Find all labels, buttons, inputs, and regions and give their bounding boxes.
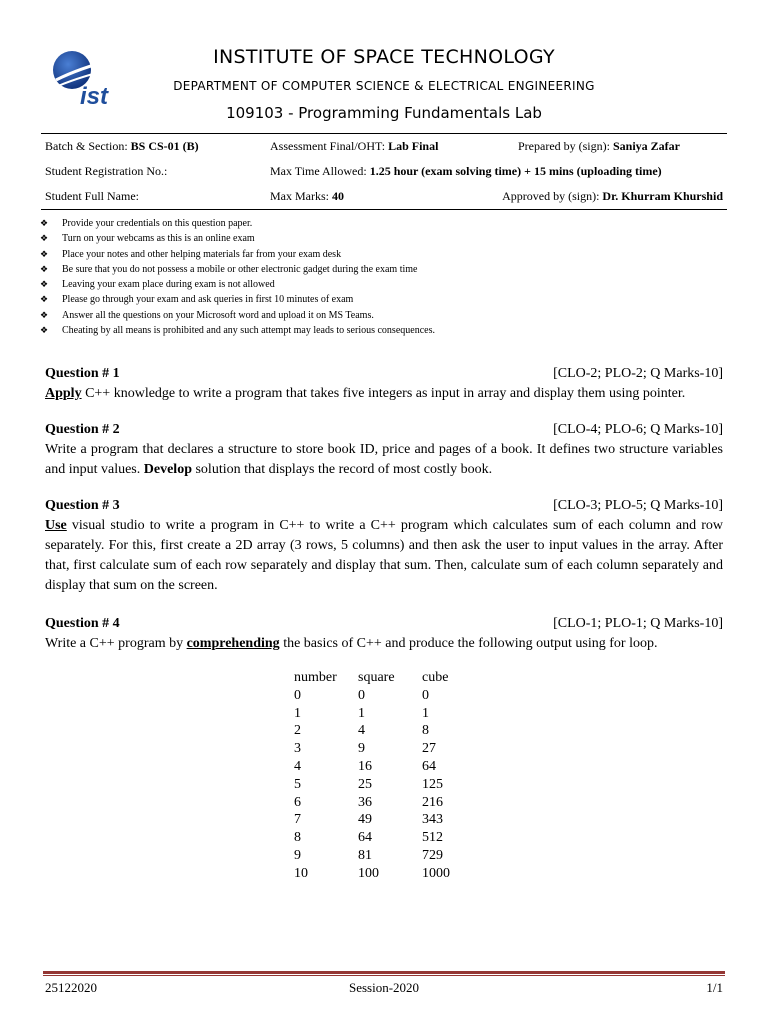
header-square: square — [358, 670, 395, 685]
question-2 — [45, 420, 723, 480]
number-cell: 2 — [294, 723, 301, 739]
question-header — [45, 496, 723, 516]
question-title: Question # 4 — [45, 616, 120, 631]
instruction-text: Leaving your exam place during exam is not allowed — [62, 279, 275, 291]
instruction-item — [40, 247, 730, 262]
number-cell: 1 — [294, 705, 301, 721]
registration-label: Student Registration No.: — [45, 164, 168, 178]
time-value: 1.25 hour (exam solving time) + 15 mins (uploading time) — [369, 164, 662, 178]
question-header — [45, 364, 723, 384]
cube-cell: 64 — [422, 758, 436, 774]
square-cell: 16 — [358, 758, 372, 774]
instruction-text: Place your notes and other helping materials far from your exam desk — [62, 248, 342, 260]
cube-cell: 729 — [422, 847, 443, 863]
question-meta: [CLO-2; PLO-2; Q Marks-10] — [553, 366, 723, 381]
output-row — [294, 758, 450, 776]
output-table — [294, 669, 450, 883]
instruction-text: Provide your credentials on this question paper. — [62, 218, 253, 229]
cube-cell: 1 — [422, 705, 429, 721]
diamond-bullet-icon: ❖ — [40, 234, 49, 245]
question-text: C++ knowledge to write a program that takes five integers as input in array and display them using pointer. — [81, 386, 686, 401]
name-cell — [41, 184, 266, 210]
footer-rule-thick — [43, 971, 725, 974]
cube-cell: 512 — [422, 830, 443, 846]
question-keyword: Use — [45, 518, 67, 533]
question-title: Question # 2 — [45, 422, 120, 437]
instruction-item — [40, 292, 730, 307]
number-cell: 4 — [294, 758, 301, 774]
question-title: Question # 3 — [45, 498, 120, 513]
instruction-item — [40, 262, 730, 277]
square-cell: 81 — [358, 847, 372, 863]
batch-value: BS CS-01 (B) — [130, 139, 199, 153]
output-row — [294, 811, 450, 829]
question-text: solution that displays the record of most costly book. — [191, 462, 493, 477]
number-cell: 0 — [294, 687, 301, 703]
number-cell: 5 — [294, 776, 301, 792]
number-cell: 8 — [294, 830, 301, 846]
instructions-list — [40, 216, 730, 338]
footer-date: 25122020 — [45, 980, 97, 995]
approved-value: Dr. Khurram Khurshid — [602, 189, 723, 203]
output-row — [294, 740, 450, 758]
output-row — [294, 829, 450, 847]
instruction-text: Answer all the questions on your Microsoft word and upload it on MS Teams. — [62, 309, 374, 321]
assessment-value: Lab Final — [388, 139, 439, 153]
output-row — [294, 722, 450, 740]
instruction-text: Please go through your exam and ask queries in first 10 minutes of exam — [62, 294, 354, 306]
diamond-bullet-icon: ❖ — [40, 295, 49, 306]
instruction-item — [40, 308, 730, 323]
question-1 — [45, 364, 723, 404]
diamond-bullet-icon: ❖ — [40, 249, 49, 260]
diamond-bullet-icon: ❖ — [40, 310, 49, 321]
marks-label: Max Marks: — [270, 189, 329, 203]
question-meta: [CLO-4; PLO-6; Q Marks-10] — [553, 422, 723, 437]
square-cell: 4 — [358, 723, 365, 739]
info-row-registration — [41, 159, 727, 184]
cube-cell: 8 — [422, 723, 429, 739]
instruction-text: Turn on your webcams as this is an online exam — [62, 233, 255, 245]
cube-cell: 27 — [422, 741, 436, 757]
number-cell: 9 — [294, 847, 301, 863]
header-cube: cube — [422, 670, 449, 685]
footer-rule-thin — [43, 975, 725, 976]
question-text: visual studio to write a program in C++ to write a C++ program which calculates sum of each column and row separately. For this, first create a 2D array (3 rows, 5 columns) and then ask the user to input values in the array. After that, first calculate sum of each row separately and display that sum. Then, calculate sum of each column separately and display that sum on the screen. — [45, 518, 723, 593]
diamond-bullet-icon: ❖ — [40, 280, 49, 291]
diamond-bullet-icon: ❖ — [40, 264, 49, 275]
number-cell: 3 — [294, 741, 301, 757]
output-row — [294, 687, 450, 705]
name-label: Student Full Name: — [45, 189, 139, 203]
footer-session: Session-2020 — [348, 980, 420, 995]
time-label: Max Time Allowed: — [270, 164, 367, 178]
question-body — [45, 384, 723, 404]
question-title: Question # 1 — [45, 366, 120, 381]
square-cell: 25 — [358, 776, 372, 792]
diamond-bullet-icon: ❖ — [40, 326, 49, 337]
instruction-text: Cheating by all means is prohibited and any such attempt may leads to serious consequences. — [62, 325, 435, 337]
prepared-label: Prepared by (sign): — [518, 139, 610, 153]
approved-label: Approved by (sign): — [502, 189, 600, 203]
institute-title: INSTITUTE OF SPACE TECHNOLOGY — [213, 46, 555, 68]
cube-cell: 216 — [422, 794, 443, 810]
svg-text:ist: ist — [80, 83, 109, 108]
question-meta: [CLO-1; PLO-1; Q Marks-10] — [553, 616, 723, 631]
prepared-cell — [492, 134, 727, 160]
number-cell: 10 — [294, 865, 308, 881]
department-title: DEPARTMENT OF COMPUTER SCIENCE & ELECTRICAL ENGINEERING — [173, 79, 595, 93]
course-title: 109103 - Programming Fundamentals Lab — [226, 104, 542, 122]
square-cell: 100 — [358, 865, 379, 881]
cube-cell: 125 — [422, 776, 443, 792]
cube-cell: 0 — [422, 687, 429, 703]
info-row-name — [41, 184, 727, 210]
instruction-item — [40, 323, 730, 338]
instruction-item — [40, 231, 730, 246]
output-row — [294, 776, 450, 794]
marks-value: 40 — [332, 189, 344, 203]
output-row — [294, 847, 450, 865]
assessment-cell — [266, 134, 492, 160]
batch-cell — [41, 134, 266, 160]
instruction-item — [40, 216, 730, 231]
instruction-item — [40, 277, 730, 292]
info-row-batch — [41, 134, 727, 160]
square-cell: 9 — [358, 741, 365, 757]
square-cell: 36 — [358, 794, 372, 810]
question-header — [45, 614, 723, 634]
square-cell: 64 — [358, 830, 372, 846]
question-text: Write a program that declares a structure to store book ID, price and pages of a book. It defines two structure variables and input values. — [45, 442, 723, 477]
question-4 — [45, 614, 723, 654]
output-table-body — [294, 687, 450, 883]
diamond-bullet-icon: ❖ — [40, 219, 49, 229]
exam-info-table — [41, 133, 727, 210]
cube-cell: 343 — [422, 812, 443, 828]
question-keyword: comprehending — [186, 636, 280, 651]
instruction-text: Be sure that you do not possess a mobile or other electronic gadget during the exam time — [62, 263, 418, 275]
square-cell: 1 — [358, 705, 365, 721]
question-text: Write a C++ program by — [45, 636, 187, 651]
output-row — [294, 794, 450, 812]
question-meta: [CLO-3; PLO-5; Q Marks-10] — [553, 498, 723, 513]
output-row — [294, 865, 450, 883]
header-number: number — [294, 670, 337, 685]
prepared-value: Saniya Zafar — [612, 139, 680, 153]
question-3 — [45, 496, 723, 596]
cube-cell: 1000 — [422, 865, 450, 881]
question-body — [45, 634, 723, 654]
question-body — [45, 440, 723, 480]
question-keyword: Apply — [45, 386, 82, 401]
registration-cell — [41, 159, 266, 184]
question-text: the basics of C++ and produce the following output using for loop. — [279, 636, 658, 651]
number-cell: 7 — [294, 812, 301, 828]
question-header — [45, 420, 723, 440]
square-cell: 49 — [358, 812, 372, 828]
footer-page-number: 1/1 — [706, 980, 723, 995]
time-cell — [266, 159, 727, 184]
number-cell: 6 — [294, 794, 301, 810]
marks-cell — [266, 184, 492, 210]
batch-label: Batch & Section: — [45, 139, 128, 153]
approved-cell — [492, 184, 727, 210]
square-cell: 0 — [358, 687, 365, 703]
assessment-label: Assessment Final/OHT: — [270, 139, 386, 153]
output-row — [294, 705, 450, 723]
question-keyword: Develop — [143, 462, 192, 477]
output-header-row — [294, 669, 450, 687]
question-body — [45, 516, 723, 596]
